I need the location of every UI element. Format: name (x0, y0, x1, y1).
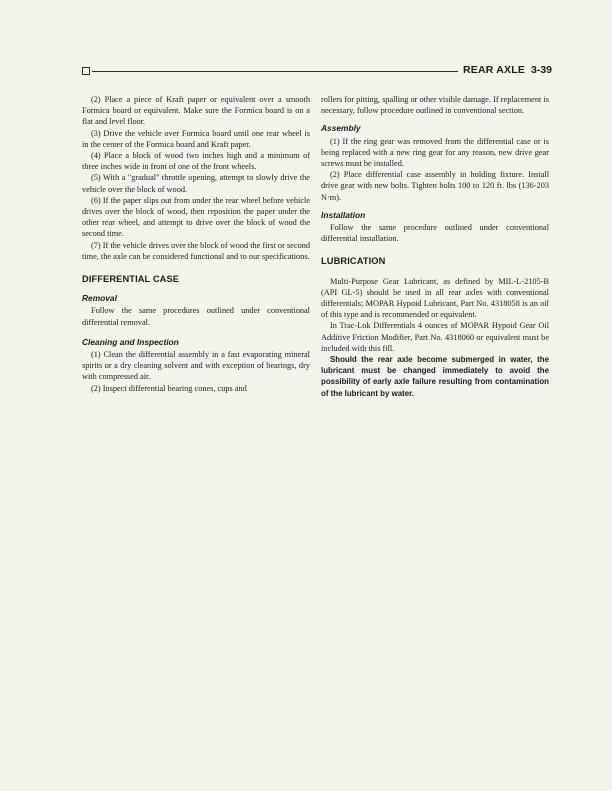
differential-case-heading: DIFFERENTIAL CASE (82, 274, 180, 285)
right-column (321, 94, 549, 399)
step-paragraph: (7) If the vehicle drives over the block of wood the first or second time, the axle can be considered functional and to our specifications. (82, 240, 310, 261)
cleaning-paragraph: (1) Clean the differential assembly in a fast evaporating mineral spirits or a dry cleaning solvent and with exception of bearings, dry with compressed air. (82, 350, 310, 382)
installation-paragraph: Follow the same procedure outlined under conventional differential installation. (321, 223, 549, 244)
cleaning-heading: Cleaning and Inspection (82, 336, 179, 347)
section-title: REAR AXLE (463, 64, 526, 76)
assembly-paragraph: (1) If the ring gear was removed from the differential case or is being replaced with a new ring gear for any reason, new drive gear screws must be installed. (321, 136, 549, 169)
submersion-warning: Should the rear axle become submerged in water, the lubricant must be changed immediately to avoid the possibility of early axle failure resulting from contamination of the lubricant by water. (321, 355, 549, 398)
step-paragraph: (4) Place a block of wood two inches high and a minimum of three inches wide in front of one of the front wheels. (82, 151, 310, 172)
removal-paragraph: Follow the same procedures outlined under conventional differential removal. (82, 306, 310, 327)
assembly-paragraph: (2) Place differential case assembly in holding fixture. Install drive gear with new bolts. Tighten bolts 100 to 120 ft. lbs (136-203 N·m). (321, 170, 549, 202)
lubrication-paragraph: Multi-Purpose Gear Lubricant, as defined by MIL-L-2105-B (API GL-5) should be used in all rear axles with conventional differentials; MOPAR Hypoid Lubricant, Part No. 4318058 is an oil of this type and is recommended or equivalent. (321, 276, 549, 320)
lubrication-heading: LUBRICATION (321, 256, 386, 267)
header-rule (92, 71, 458, 72)
continuation-paragraph: rollers for pitting, spalling or other visible damage. If replacement is necessary, follow procedure outlined in conventional section. (321, 95, 549, 116)
page-header (82, 64, 552, 80)
assembly-heading: Assembly (321, 123, 361, 134)
step-paragraph: (2) Place a piece of Kraft paper or equivalent over a smooth Formica board or equivalent. Make sure the Formica board is on a flat and level floor. (82, 95, 310, 127)
removal-heading: Removal (82, 293, 117, 304)
step-paragraph: (6) If the paper slips out from under the rear wheel before vehicle drives over the block of wood, then reposition the paper under the other rear wheel, and attempt to drive over the block of wood the second time. (82, 195, 310, 239)
step-paragraph: (5) With a "gradual" throttle opening, attempt to slowly drive the vehicle over the block of wood. (82, 173, 310, 194)
installation-heading: Installation (321, 209, 366, 220)
step-paragraph: (3) Drive the vehicle over Formica board until one rear wheel is in the center of the Formica board and Kraft paper. (82, 128, 310, 149)
lubrication-paragraph: In Trac-Lok Differentials 4 ounces of MOPAR Hypoid Gear Oil Additive Friction Modifier, Part No. 4318060 or equivalent must be included with this fill. (321, 321, 549, 353)
left-column (82, 94, 310, 394)
header-box-icon (82, 67, 90, 75)
cleaning-paragraph: (2) Inspect differential bearing cones, cups and (91, 383, 247, 393)
page-number: 3-39 (530, 64, 552, 76)
